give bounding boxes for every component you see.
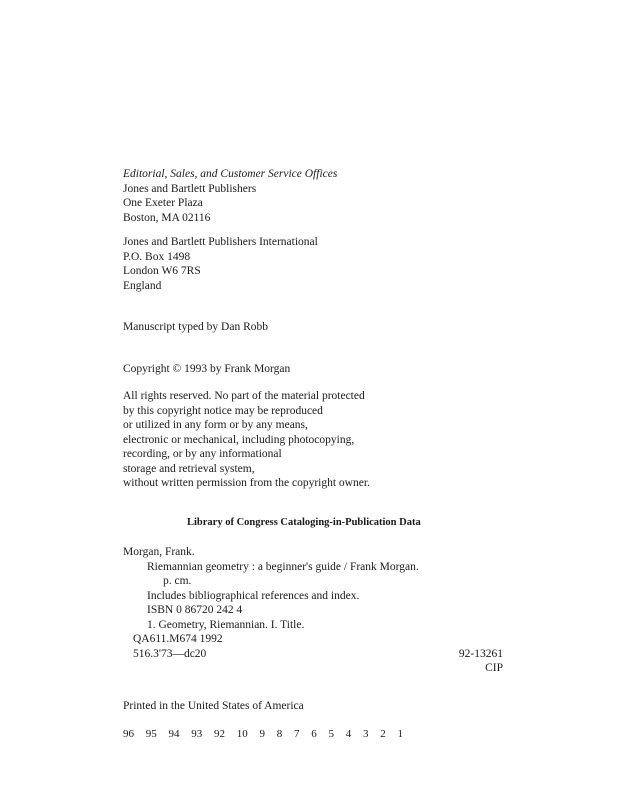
print-number: 93 [191, 728, 203, 740]
rights-block [123, 389, 523, 491]
cip-includes: Includes bibliographical references and index. [147, 589, 360, 602]
international-line: Jones and Bartlett Publishers International [123, 236, 318, 248]
international-line: P.O. Box 1498 [123, 250, 191, 263]
cip-heading: Library of Congress Cataloging-in-Publication Data [187, 517, 421, 528]
manuscript-text: Manuscript typed by Dan Robb [123, 321, 269, 333]
cip-dewey: 516.3'73—dc20 [133, 647, 207, 660]
print-number: 92 [214, 728, 225, 740]
print-number: 10 [236, 728, 248, 740]
cip-lc-class: QA611.M674 1992 [133, 633, 223, 645]
offices-heading: Editorial, Sales, and Customer Service Offices [123, 168, 338, 180]
rights-line: without written permission from the copyright owner. [123, 477, 370, 489]
print-number: 6 [311, 728, 317, 740]
rights-line: by this copyright notice may be reproduced [123, 404, 323, 417]
international-line: England [123, 279, 162, 292]
cip-lccn: 92-13261 [458, 647, 503, 660]
copyright-text: Copyright © 1993 by Frank Morgan [123, 363, 291, 375]
cip-dewey-row [123, 647, 513, 662]
print-number: 94 [168, 728, 180, 740]
print-line [123, 728, 412, 740]
rights-line: or utilized in any form or by any means, [123, 419, 308, 431]
cip-label: CIP [485, 662, 503, 674]
cip-pages: p. cm. [163, 575, 192, 587]
print-number: 3 [363, 728, 369, 740]
rights-line: All rights reserved. No part of the material protected [123, 390, 365, 402]
print-number: 4 [345, 728, 352, 740]
international-block [123, 235, 523, 293]
manuscript-credit [123, 320, 523, 335]
print-number: 5 [328, 728, 334, 740]
cip-author: Morgan, Frank. [123, 546, 195, 558]
printed-notice [123, 699, 523, 714]
rights-line: storage and retrieval system, [123, 462, 255, 475]
international-line: London W6 7RS [123, 265, 201, 277]
offices-line: Boston, MA 02116 [123, 211, 211, 224]
offices-block [123, 167, 523, 225]
copyright-notice [123, 362, 523, 377]
print-number: 9 [259, 728, 265, 740]
rights-line: recording, or by any informational [123, 448, 282, 460]
print-number: 7 [294, 728, 300, 740]
print-number: 96 [123, 728, 134, 740]
print-number: 2 [380, 728, 386, 740]
print-number: 1 [397, 728, 403, 740]
offices-line: One Exeter Plaza [123, 197, 203, 209]
print-number: 95 [145, 728, 157, 740]
cip-subjects: 1. Geometry, Riemannian. I. Title. [147, 618, 305, 631]
cip-title: Riemannian geometry : a beginner's guide / Frank Morgan. [147, 560, 419, 573]
offices-line: Jones and Bartlett Publishers [123, 182, 257, 195]
cip-label-row [123, 661, 513, 676]
cip-isbn: ISBN 0 86720 242 4 [147, 604, 243, 616]
rights-line: electronic or mechanical, including photocopying, [123, 433, 355, 446]
cip-block [123, 545, 513, 676]
print-number: 8 [276, 728, 283, 740]
printed-text: Printed in the United States of America [123, 700, 304, 712]
